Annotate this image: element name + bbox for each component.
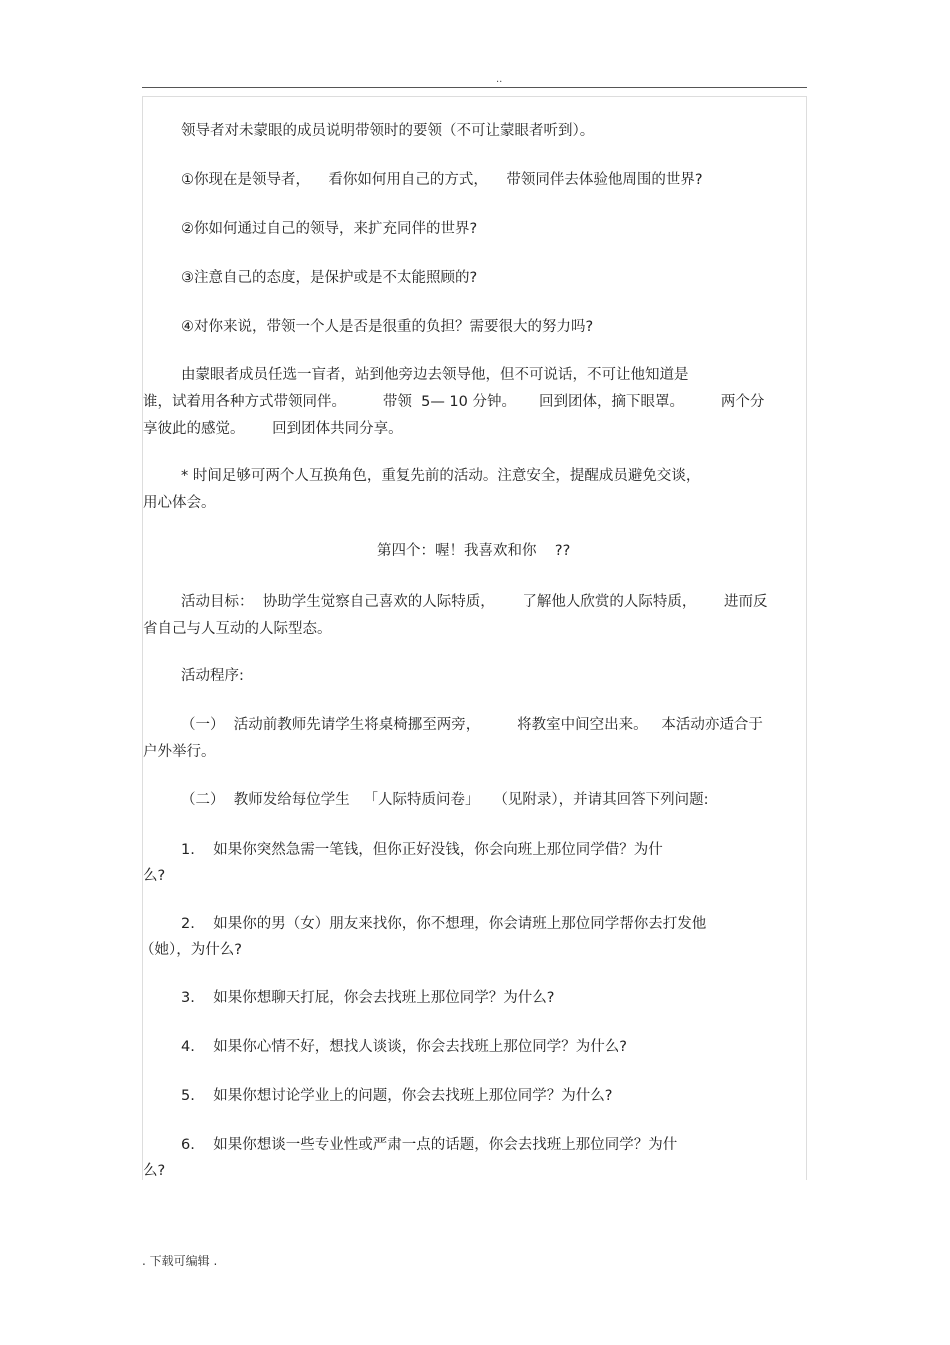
text-line-n6b: 么? xyxy=(143,1163,166,1179)
text-line-n4: 4. 如果你心情不好，想找人谈谈，你会去找班上那位同学？为什么? xyxy=(181,1039,627,1055)
text-line-g1: 活动目标： 协助学生觉察自己喜欢的人际特质， 了解他人欣赏的人际特质， 进而反 xyxy=(181,594,768,610)
text-line-p2c: 享彼此的感觉。 回到团体共同分享。 xyxy=(143,421,403,437)
content-frame-top xyxy=(142,96,807,97)
text-line-s1b: 户外举行。 xyxy=(143,744,216,760)
text-line-n6a: 6. 如果你想谈一些专业性或严肃一点的话题，你会去找班上那位同学？为什 xyxy=(181,1137,678,1153)
header-mark: .. xyxy=(496,74,503,85)
text-line-s2: （二） 教师发给每位学生 「人际特质问卷」 （见附录），并请其回答下列问题: xyxy=(181,792,709,808)
text-line-p2a: 由蒙眼者成员任选一盲者，站到他旁边去领导他，但不可说话，不可让他知道是 xyxy=(181,367,689,383)
text-line-n3: 3. 如果你想聊天打屁，你会去找班上那位同学？为什么? xyxy=(181,990,555,1006)
text-line-proc: 活动程序: xyxy=(181,668,244,684)
header-rule xyxy=(142,87,807,88)
text-line-p2b: 谁，试着用各种方式带领同伴。 带领 5— 10 分钟。 回到团体，摘下眼罩。 两个分 xyxy=(143,394,765,410)
content-frame-right xyxy=(806,96,807,1180)
page-footer: . 下载可编辑 . xyxy=(142,1254,218,1268)
text-line-h4: 第四个：喔！我喜欢和你 ?? xyxy=(377,543,571,559)
text-line-n2b: （她），为什么? xyxy=(140,942,242,958)
text-line-n1a: 1. 如果你突然急需一笔钱，但你正好没钱，你会向班上那位同学借？为什 xyxy=(181,842,663,858)
text-line-n1b: 么? xyxy=(143,868,166,884)
text-line-p3a: * 时间足够可两个人互换角色，重复先前的活动。注意安全，提醒成员避免交谈， xyxy=(181,468,701,484)
text-line-g2: 省自己与人互动的人际型态。 xyxy=(143,621,332,637)
text-line-p3b: 用心体会。 xyxy=(143,495,216,511)
text-line-q4: ④对你来说，带领一个人是否是很重的负担？需要很大的努力吗? xyxy=(181,319,594,335)
text-line-p1: 领导者对未蒙眼的成员说明带领时的要领（不可让蒙眼者听到）。 xyxy=(181,123,595,139)
text-line-n2a: 2. 如果你的男（女）朋友来找你，你不想理，你会请班上那位同学帮你去打发他 xyxy=(181,916,707,932)
text-line-n5: 5. 如果你想讨论学业上的问题，你会去找班上那位同学？为什么? xyxy=(181,1088,613,1104)
text-line-s1a: （一） 活动前教师先请学生将桌椅挪至两旁， 将教室中间空出来。 本活动亦适合于 xyxy=(181,717,763,733)
text-line-q2: ②你如何通过自己的领导，来扩充同伴的世界? xyxy=(181,221,478,237)
text-line-q1: ①你现在是领导者， 看你如何用自己的方式， 带领同伴去体验他周围的世界? xyxy=(181,172,703,188)
text-line-q3: ③注意自己的态度，是保护或是不太能照顾的? xyxy=(181,270,478,286)
